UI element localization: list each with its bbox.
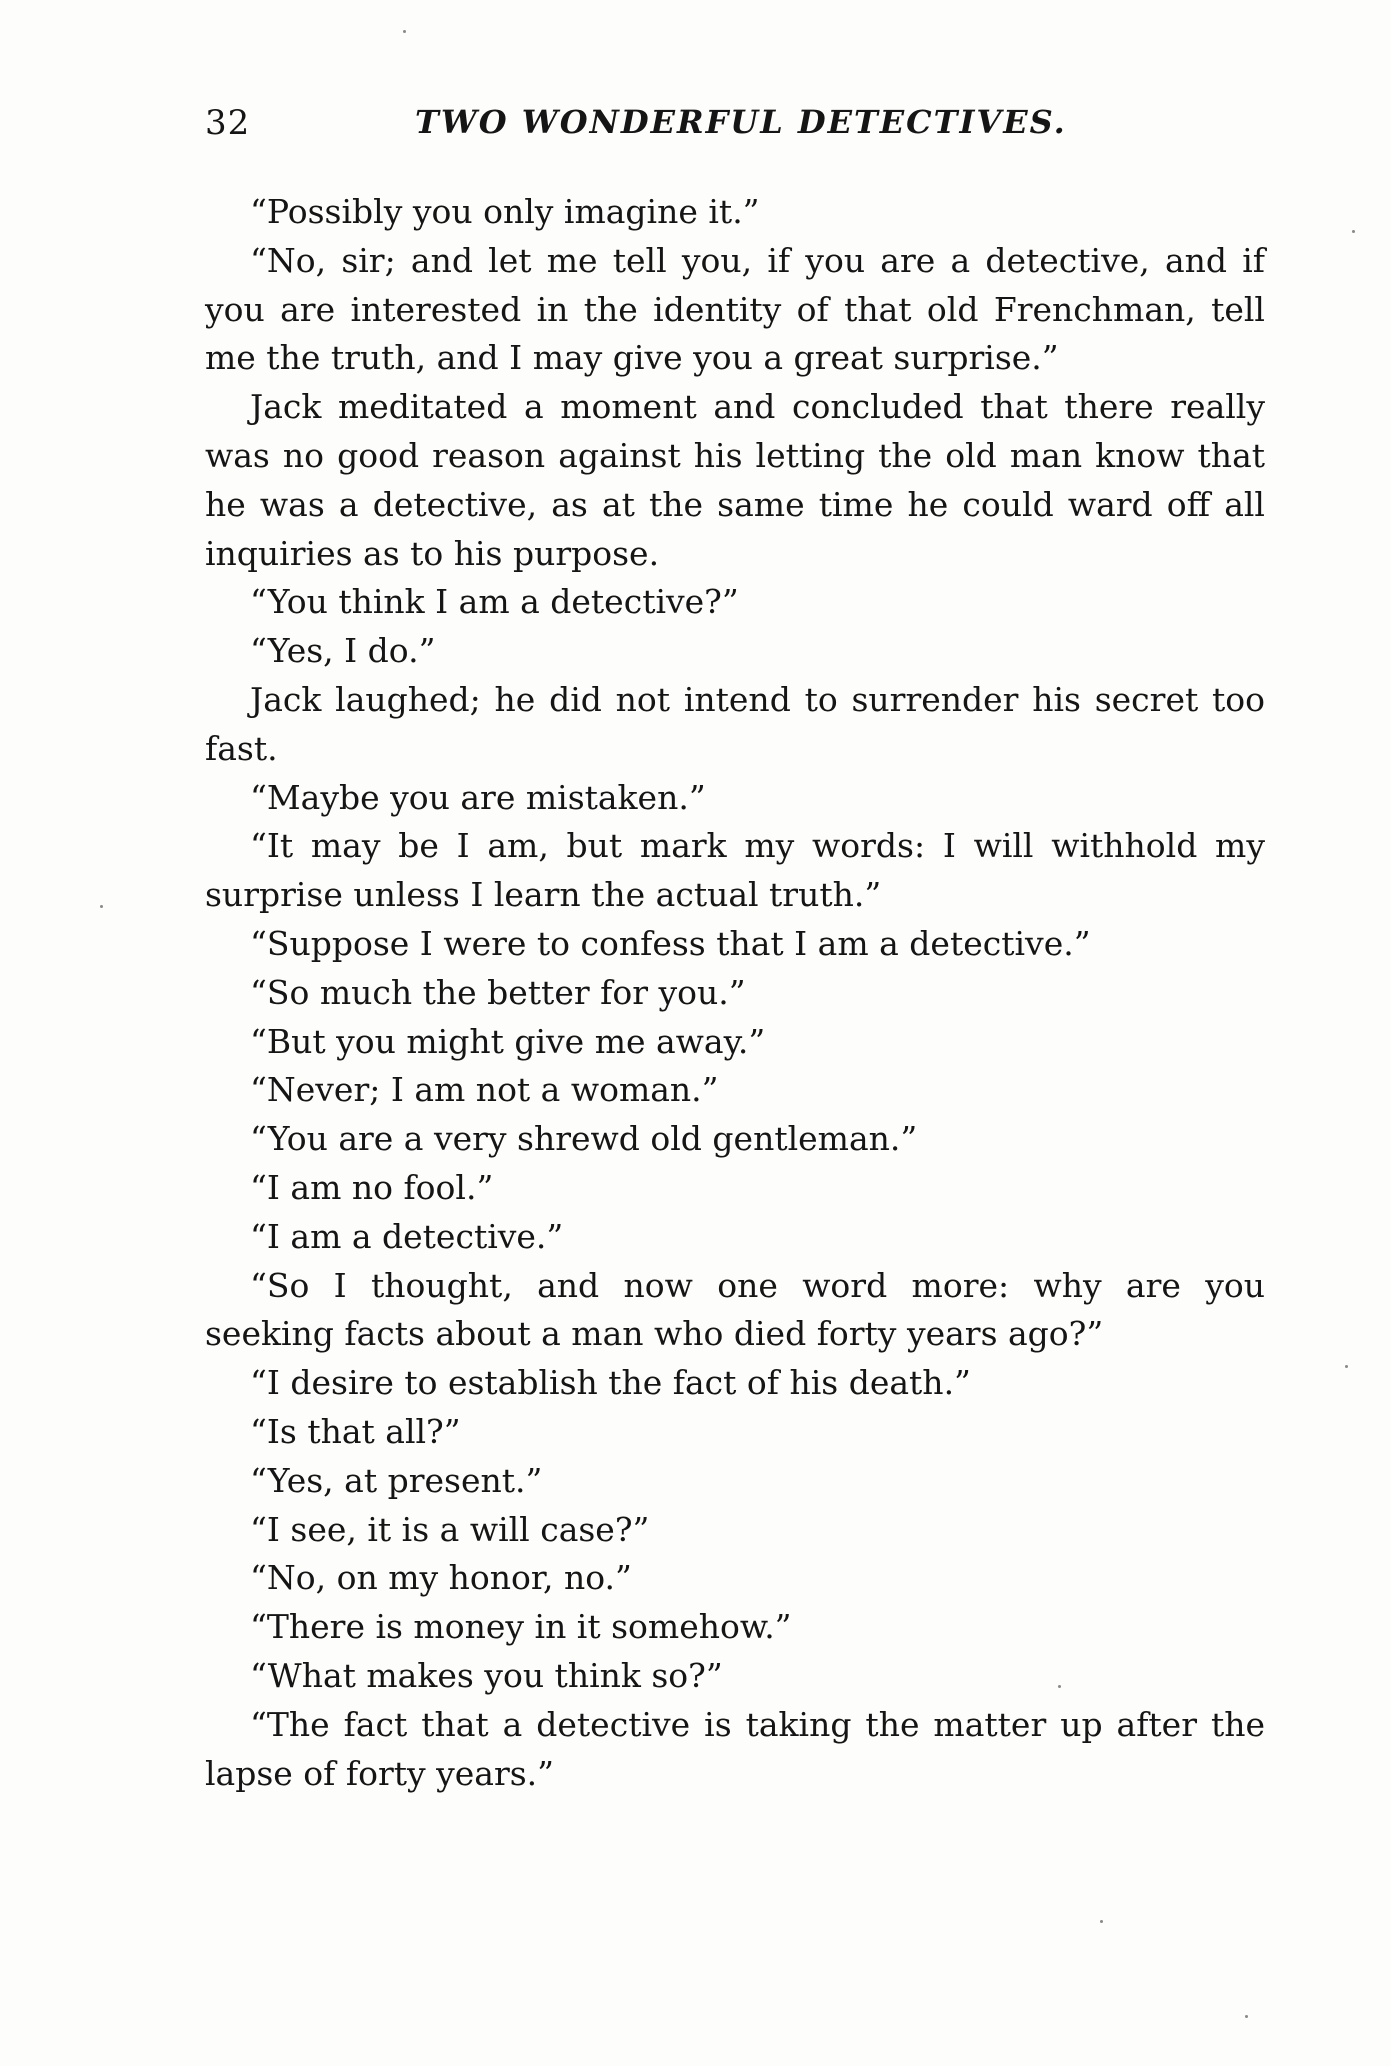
paragraph: “Suppose I were to confess that I am a detective.” [250,923,1091,963]
paragraph: “Never; I am not a woman.” [250,1070,719,1110]
scan-speck [1058,1685,1061,1688]
paragraph: “There is money in it somehow.” [250,1607,792,1647]
paragraph: “So I thought, and now one word more: why are you seeking facts about a man who died forty years ago?” [205,1265,1265,1354]
paragraph: “The fact that a detective is taking the matter up after the lapse of forty years.” [205,1704,1265,1793]
paragraph: “You think I am a detective?” [250,582,739,622]
running-header [205,103,1250,153]
paragraph: “It may be I am, but mark my words: I will withhold my surprise unless I learn the actual truth.” [205,826,1265,915]
paragraph: “I am a detective.” [250,1216,564,1256]
paragraph: “Maybe you are mistaken.” [250,777,706,817]
scan-speck [100,905,103,908]
paragraph: “Yes, I do.” [250,631,436,671]
paragraph: “No, on my honor, no.” [250,1558,632,1598]
running-head-title: TWO WONDERFUL DETECTIVES. [415,103,1067,141]
paragraph: Jack meditated a moment and concluded that there really was no good reason against his letting the old man know that he was a detective, as at the same time he could ward off all inquiries as to his purpose. [205,387,1265,573]
paragraph: “No, sir; and let me tell you, if you are a detective, and if you are interested in the identity of that old Frenchman, tell me the truth, and I may give you a great surprise.” [205,240,1265,378]
paragraph: “I am no fool.” [250,1167,494,1207]
scan-speck [1100,1920,1103,1923]
paragraph: “So much the better for you.” [250,972,746,1012]
scan-speck [1352,230,1355,233]
page-number: 32 [205,103,251,143]
paragraph: “You are a very shrewd old gentleman.” [250,1119,918,1159]
paragraph: “I desire to establish the fact of his death.” [250,1363,971,1403]
scan-speck [1245,2015,1248,2018]
paragraph: “Possibly you only imagine it.” [250,192,760,231]
paragraph: “I see, it is a will case?” [250,1509,650,1549]
paragraph: Jack laughed; he did not intend to surrender his secret too fast. [205,679,1265,768]
paragraph: “Yes, at present.” [250,1460,543,1500]
scan-speck [403,30,406,33]
paragraph: “Is that all?” [250,1411,461,1451]
body-text [205,188,1265,1798]
scan-speck [1345,1365,1348,1368]
paragraph: “But you might give me away.” [250,1021,766,1061]
paragraph: “What makes you think so?” [250,1655,723,1695]
